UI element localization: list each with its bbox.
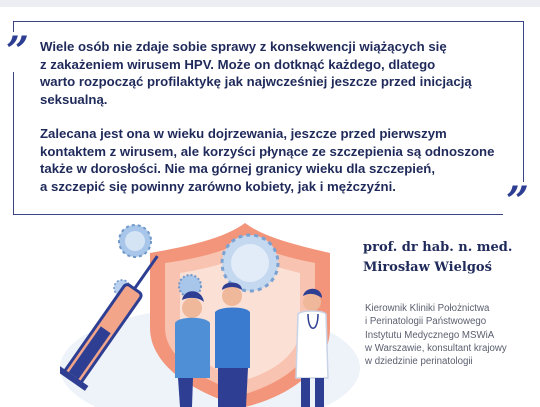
quote-close-icon: ” [503,182,532,222]
quote-open-icon: ” [6,28,30,75]
virus-icon-1 [119,225,151,257]
quote-paragraph-2: Zalecana jest ona w wieku dojrzewania, jeszcze przed pierwszym kontaktem z wirusem, ale korzyści płynące ze szczepienia są odnoszone także w dorosłości. Nie ma górnej granicy wieku dla szczepień, a szczepić się powinny zarówno kobiety, jak i mężczyźni. [40,126,495,194]
author-role: Kierownik Kliniki Położnictwa i Perinatologii Państwowego Instytutu Medycznego MSWiA w Warszawie, konsultant krajowy w dziedzinie perinatologii [365,303,507,368]
top-band [0,0,540,7]
vaccination-illustration [60,218,360,407]
author-name: prof. dr hab. n. med. Mirosław Wielgoś [363,240,513,275]
quote-paragraph-1: Wiele osób nie zdaje sobie sprawy z konsekwencji wiążących się z zakażeniem wirusem HPV. Może on dotknąć każdego, dlatego warto rozpocząć profilaktykę jak najwcześniej jeszcze przed inicjacją seksualną. [40,39,472,107]
quote-text [40,38,510,195]
